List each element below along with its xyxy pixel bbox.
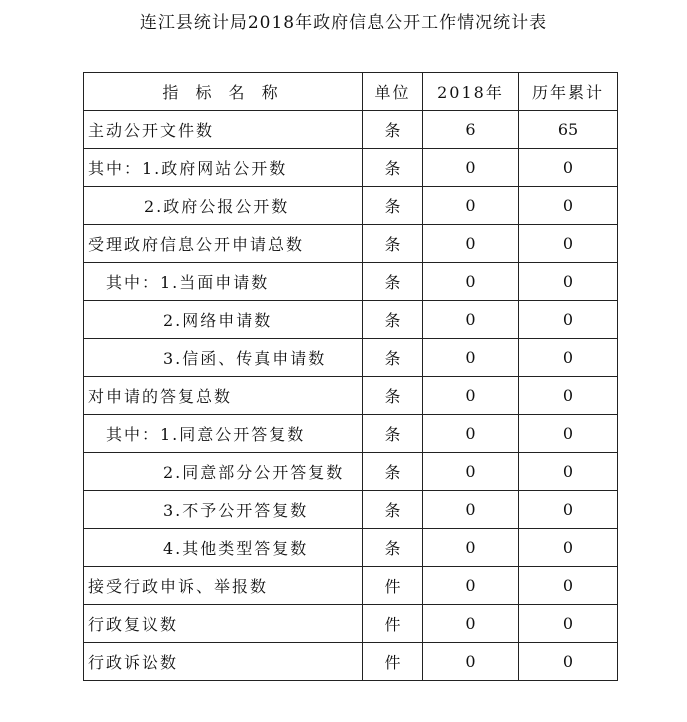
row-total-value: 0 <box>519 567 618 605</box>
page-title: 连江县统计局2018年政府信息公开工作情况统计表 <box>139 13 548 33</box>
table-row <box>84 263 618 301</box>
row-label: 3.不予公开答复数 <box>84 491 363 529</box>
row-unit: 条 <box>363 263 423 301</box>
row-year-value: 0 <box>423 415 519 453</box>
column-header-name: 指 标 名 称 <box>84 73 363 111</box>
row-total-value: 0 <box>519 225 618 263</box>
statistics-table <box>83 72 618 681</box>
row-year-value: 0 <box>423 567 519 605</box>
table-row <box>84 491 618 529</box>
column-header-year: 2018年 <box>423 73 519 111</box>
row-year-value: 0 <box>423 643 519 681</box>
row-label: 2.政府公报公开数 <box>84 187 363 225</box>
row-year-value: 0 <box>423 377 519 415</box>
row-unit: 条 <box>363 453 423 491</box>
row-unit: 条 <box>363 301 423 339</box>
row-year-value: 0 <box>423 301 519 339</box>
table-row <box>84 149 618 187</box>
row-label: 3.信函、传真申请数 <box>84 339 363 377</box>
row-year-value: 0 <box>423 605 519 643</box>
table-row <box>84 377 618 415</box>
row-unit: 件 <box>363 605 423 643</box>
row-year-value: 0 <box>423 187 519 225</box>
row-unit: 条 <box>363 187 423 225</box>
row-total-value: 65 <box>519 111 618 149</box>
table-row <box>84 111 618 149</box>
table-row <box>84 529 618 567</box>
table-row <box>84 453 618 491</box>
row-unit: 条 <box>363 339 423 377</box>
row-total-value: 0 <box>519 415 618 453</box>
row-total-value: 0 <box>519 377 618 415</box>
row-year-value: 0 <box>423 339 519 377</box>
row-unit: 条 <box>363 149 423 187</box>
row-total-value: 0 <box>519 529 618 567</box>
row-total-value: 0 <box>519 301 618 339</box>
row-year-value: 0 <box>423 149 519 187</box>
row-total-value: 0 <box>519 643 618 681</box>
table-row <box>84 225 618 263</box>
row-label: 2.同意部分公开答复数 <box>84 453 363 491</box>
row-year-value: 0 <box>423 529 519 567</box>
table-row <box>84 415 618 453</box>
row-unit: 条 <box>363 415 423 453</box>
row-total-value: 0 <box>519 187 618 225</box>
row-unit: 条 <box>363 377 423 415</box>
column-header-unit: 单位 <box>363 73 423 111</box>
row-unit: 条 <box>363 225 423 263</box>
row-label: 其中：1.当面申请数 <box>84 263 363 301</box>
table-row <box>84 187 618 225</box>
row-label: 4.其他类型答复数 <box>84 529 363 567</box>
row-year-value: 0 <box>423 491 519 529</box>
column-header-total: 历年累计 <box>519 73 618 111</box>
row-total-value: 0 <box>519 491 618 529</box>
row-label: 对申请的答复总数 <box>84 377 363 415</box>
row-label: 行政诉讼数 <box>84 643 363 681</box>
row-label: 其中：1.政府网站公开数 <box>84 149 363 187</box>
row-unit: 条 <box>363 491 423 529</box>
row-label: 行政复议数 <box>84 605 363 643</box>
row-unit: 条 <box>363 111 423 149</box>
row-label: 2.网络申请数 <box>84 301 363 339</box>
row-unit: 条 <box>363 529 423 567</box>
row-year-value: 0 <box>423 225 519 263</box>
row-total-value: 0 <box>519 149 618 187</box>
row-label: 受理政府信息公开申请总数 <box>84 225 363 263</box>
row-unit: 件 <box>363 567 423 605</box>
table-row <box>84 301 618 339</box>
table-row <box>84 643 618 681</box>
row-total-value: 0 <box>519 605 618 643</box>
row-label: 接受行政申诉、举报数 <box>84 567 363 605</box>
row-year-value: 0 <box>423 263 519 301</box>
row-total-value: 0 <box>519 339 618 377</box>
row-label: 其中：1.同意公开答复数 <box>84 415 363 453</box>
row-total-value: 0 <box>519 453 618 491</box>
table-row <box>84 339 618 377</box>
table-row <box>84 567 618 605</box>
table-header-row <box>84 73 618 111</box>
row-year-value: 6 <box>423 111 519 149</box>
row-label: 主动公开文件数 <box>84 111 363 149</box>
row-total-value: 0 <box>519 263 618 301</box>
row-year-value: 0 <box>423 453 519 491</box>
table-row <box>84 605 618 643</box>
row-unit: 件 <box>363 643 423 681</box>
